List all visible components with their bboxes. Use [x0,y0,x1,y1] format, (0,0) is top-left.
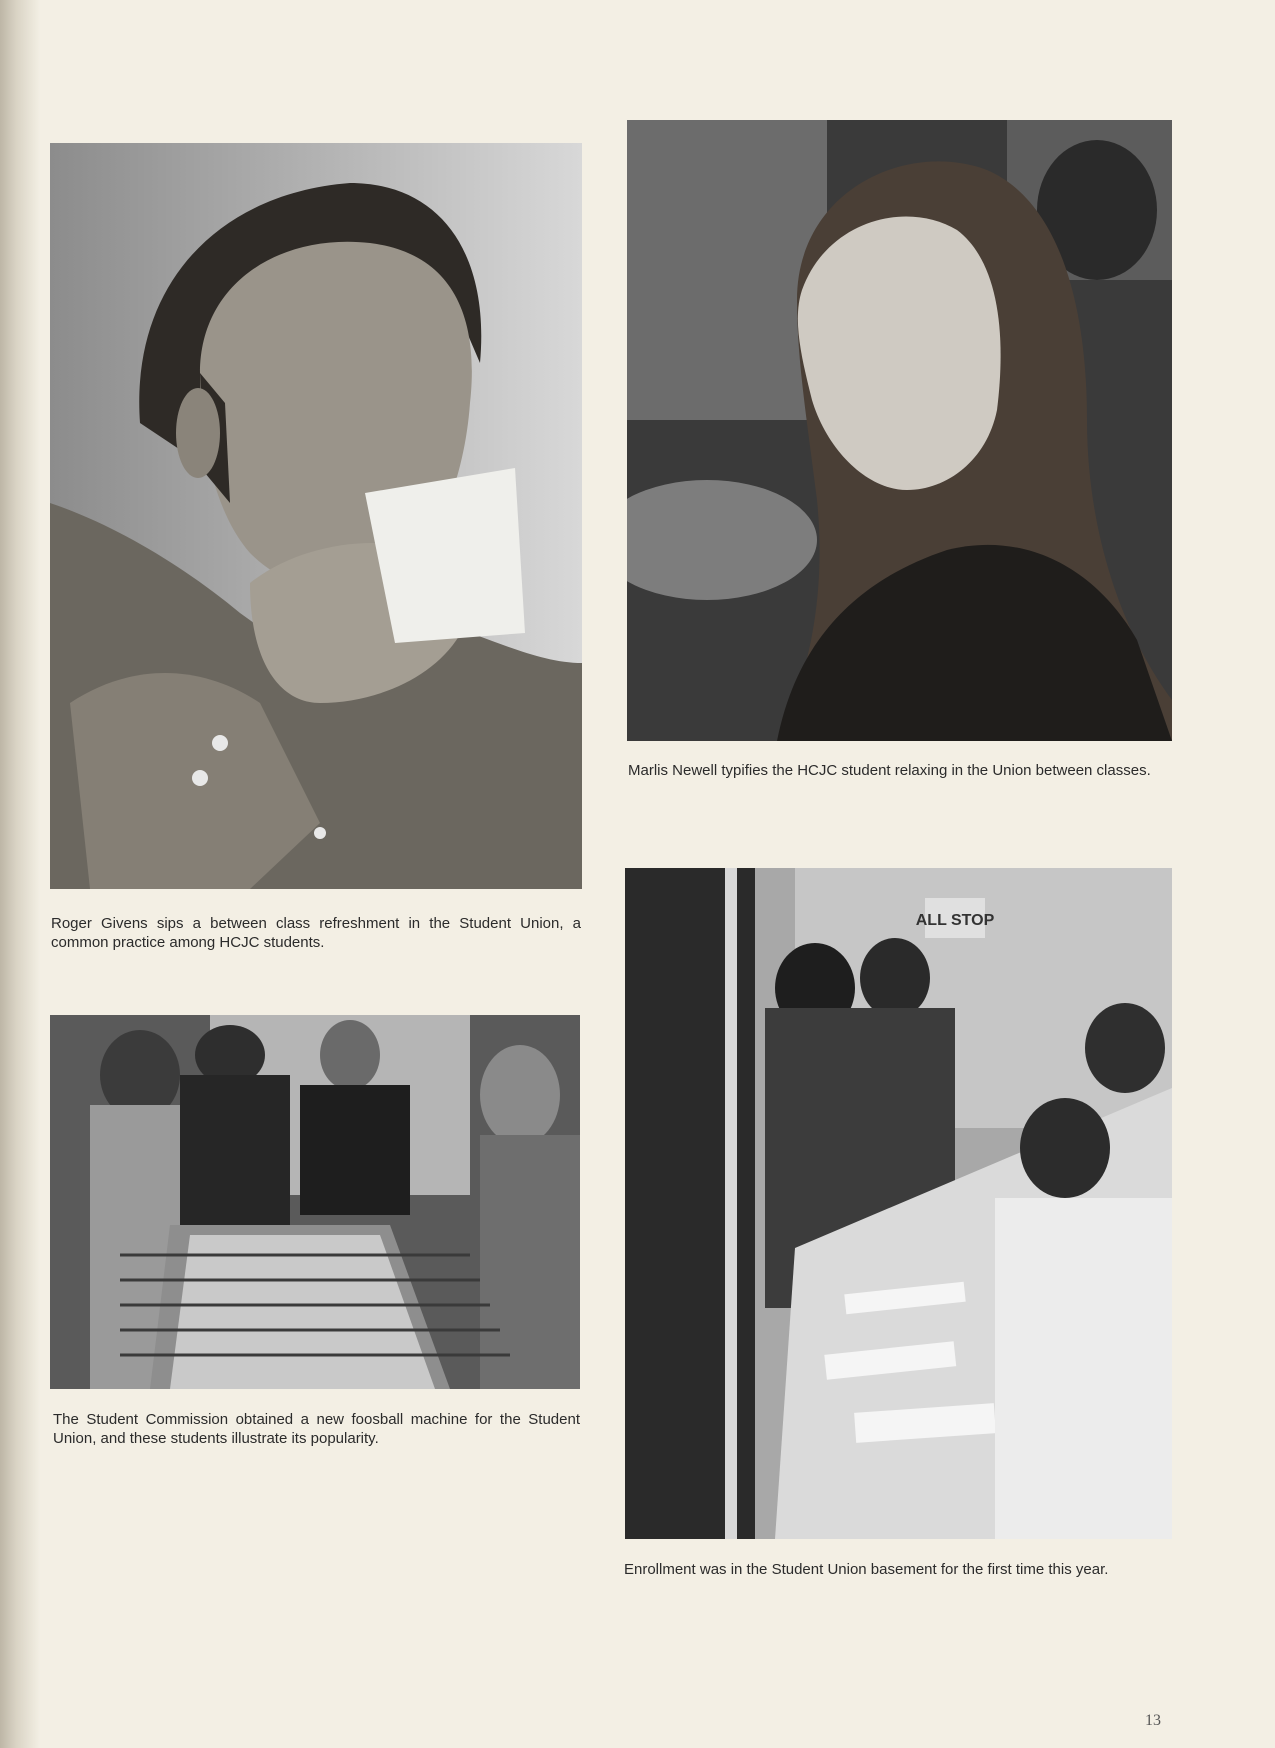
caption-enrollment: Enrollment was in the Student Union basement for the first time this year. [624,1561,1109,1578]
photo-marlis-newell [627,120,1172,741]
page-number: 13 [1145,1712,1161,1729]
photo-foosball [50,1015,580,1389]
photo-enrollment [625,868,1172,1539]
page-binding-shadow [0,0,40,1748]
caption-foosball: The Student Commission obtained a new foosball machine for the Student Union, and these students illustrate its popularity. [53,1411,580,1447]
all-stop-sign-text: ALL STOP [915,912,995,929]
caption-marlis-newell: Marlis Newell typifies the HCJC student relaxing in the Union between classes. [628,762,1151,779]
photo-roger-givens [50,143,582,889]
caption-roger-givens: Roger Givens sips a between class refreshment in the Student Union, a common practice among HCJC students. [51,915,581,951]
